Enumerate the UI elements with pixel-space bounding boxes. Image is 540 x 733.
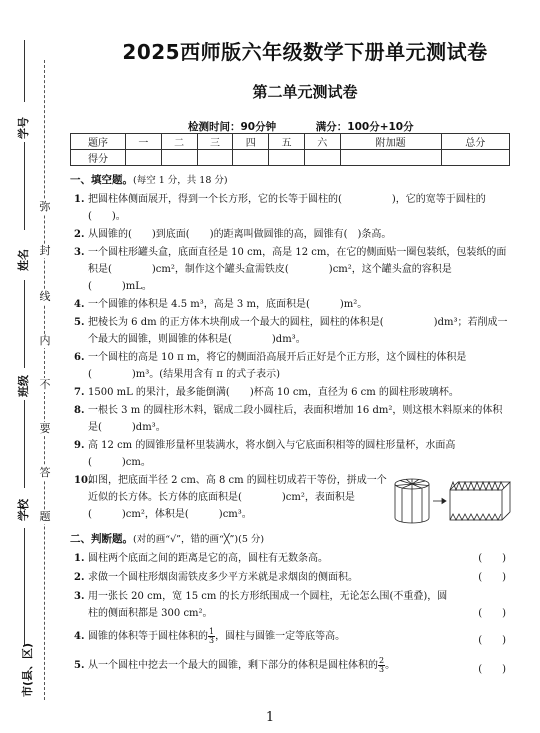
- page-title: 2025西师版六年级数学下册单元测试卷: [122, 40, 488, 64]
- question-text: 一个圆柱的高是 10 π m，将它的侧面沿高展开后正好是个正方形，这个圆柱的体积是( )m³。(结果用含有 π 的式子表示): [88, 352, 467, 380]
- score-header-cell: 一: [126, 134, 162, 150]
- fraction-numerator: 2: [379, 656, 385, 665]
- page-subtitle: 第二单元测试卷: [252, 83, 358, 101]
- question-text: 求做一个圆柱形烟囱需铁皮多少平方米就是求烟囱的侧面积。: [88, 572, 358, 583]
- seal-char: 题: [37, 510, 53, 524]
- question-number: 4.: [74, 299, 85, 310]
- seal-char: 答: [37, 466, 53, 480]
- score-header-cell: 五: [269, 134, 305, 150]
- section-note: (每空 1 分，共 18 分): [133, 175, 228, 186]
- true-false-item: [70, 628, 512, 645]
- answer-parentheses[interactable]: ( ): [478, 572, 506, 583]
- question-number: 3.: [74, 591, 85, 602]
- question-text: 。: [385, 660, 396, 671]
- question-number: 5.: [74, 660, 85, 671]
- binding-margin: [0, 0, 62, 733]
- question-number: 8.: [74, 405, 85, 416]
- question-text: 高 12 cm 的圆锥形量杯里装满水，将水倒入与它底面积相等的圆柱形量杯，水面高( )cm。: [88, 440, 456, 468]
- name-label: 姓名: [17, 249, 30, 271]
- score-cell[interactable]: [304, 150, 340, 166]
- question-number: 2.: [74, 229, 85, 240]
- section-note: (对的画“√”，错的画“╳”)(5 分): [133, 534, 265, 545]
- answer-parentheses[interactable]: ( ): [478, 608, 506, 619]
- page-number: 1: [265, 710, 275, 725]
- question-item-with-figure: [70, 472, 512, 523]
- score-row-label: 得分: [71, 150, 126, 166]
- true-false-item: [70, 550, 512, 567]
- exam-full-score: 满分：100分+10分: [315, 121, 414, 133]
- name-line: [24, 142, 25, 230]
- cylinder-to-cuboid-figure: [392, 476, 512, 526]
- score-cell[interactable]: [340, 150, 441, 166]
- question-number: 4.: [74, 631, 85, 642]
- question-item: [70, 191, 512, 225]
- class-label: 班级: [17, 375, 30, 397]
- question-number: 5.: [74, 317, 85, 328]
- question-text: 圆柱两个底面之间的距离是它的高，圆柱有无数条高。: [88, 553, 328, 564]
- score-table: [70, 133, 510, 166]
- question-item: [70, 226, 512, 243]
- score-header-cell: 六: [304, 134, 340, 150]
- question-item: [70, 244, 512, 295]
- fraction-denominator: 3: [209, 636, 215, 645]
- section-true-false-heading: [70, 531, 512, 548]
- score-cell[interactable]: [197, 150, 233, 166]
- arrow: [433, 499, 446, 504]
- score-cell[interactable]: [269, 150, 305, 166]
- question-text: 一个圆锥的体积是 4.5 m³，高是 3 m，底面积是( )m²。: [88, 299, 368, 310]
- score-cell[interactable]: [161, 150, 197, 166]
- question-text: 圆锥的体积等于圆柱体积的: [88, 631, 208, 642]
- score-cell[interactable]: [126, 150, 162, 166]
- question-number: 9.: [74, 440, 85, 451]
- answer-parentheses[interactable]: ( ): [478, 664, 506, 675]
- class-line: [24, 280, 25, 368]
- question-text: 一个圆柱形罐头盒，底面直径是 10 cm，高是 12 cm，在它的侧面贴一圈包装纸，包装纸的面积是( )cm²，制作这个罐头盒需铁皮( )cm²，这个罐头盒的容积是( )mL。: [88, 247, 507, 292]
- score-header-cell: 四: [233, 134, 269, 150]
- cuboid-drawing: [450, 482, 510, 520]
- score-header-cell: 题序: [71, 134, 126, 150]
- score-cell[interactable]: [233, 150, 269, 166]
- question-text: 如图，把底面半径 2 cm、高 8 cm 的圆柱切成若干等份，拼成一个近似的长方体。长方体的底面积是( )cm²，表面积是( )cm²，体积是( )cm³。: [88, 475, 387, 520]
- school-line: [24, 400, 25, 488]
- question-text: 把圆柱体侧面展开，得到一个长方形，它的长等于圆柱的( )，它的宽等于圆柱的( )。: [88, 194, 486, 222]
- question-text: 从圆锥的( )到底面( )的距离叫做圆锥的高，圆锥有( )条高。: [88, 229, 392, 240]
- school-label: 学校: [17, 499, 30, 521]
- cylinder-drawing: [395, 479, 429, 523]
- question-text: 用一张长 20 cm，宽 15 cm 的长方形纸围成一个圆柱，无论怎么围(不重叠)，圆柱的侧面积都是 300 cm²。: [88, 591, 448, 619]
- fraction-numerator: 1: [209, 627, 215, 636]
- exam-content: [70, 172, 512, 676]
- question-text: ，圆柱与圆锥一定等底等高。: [215, 631, 346, 642]
- score-header-cell: 三: [197, 134, 233, 150]
- student-id-line: [24, 40, 25, 102]
- question-item: [70, 296, 512, 313]
- true-false-item: [70, 657, 512, 674]
- seal-char: 不: [37, 378, 53, 392]
- seal-char: 封: [37, 244, 53, 258]
- question-number: 2.: [74, 572, 85, 583]
- answer-parentheses[interactable]: ( ): [478, 635, 506, 646]
- seal-char: 内: [37, 334, 53, 348]
- seal-char: 要: [37, 422, 53, 436]
- seal-char: 线: [37, 290, 53, 304]
- section-title: 二、判断题。: [70, 533, 133, 545]
- question-number: 7.: [74, 387, 85, 398]
- question-number: 1.: [74, 194, 85, 205]
- score-header-cell: 总分: [441, 134, 509, 150]
- exam-meta: [188, 119, 450, 134]
- question-number: 10.: [74, 475, 92, 486]
- question-number: 6.: [74, 352, 85, 363]
- question-text: 从一个圆柱中挖去一个最大的圆锥，剩下部分的体积是圆柱体积的: [88, 660, 378, 671]
- question-item: [70, 384, 512, 401]
- score-header-cell: 附加题: [340, 134, 441, 150]
- question-number: 3.: [74, 247, 85, 258]
- question-text: 1500 mL 的果汁，最多能倒满( )杯高 10 cm，直径为 6 cm 的圆柱形玻璃杯。: [88, 387, 459, 398]
- true-false-item: [70, 569, 512, 586]
- true-false-item: [70, 588, 512, 622]
- fraction-denominator: 3: [379, 665, 385, 674]
- score-table-score-row: [71, 150, 510, 166]
- score-table-header-row: [71, 134, 510, 150]
- score-cell[interactable]: [441, 150, 509, 166]
- answer-parentheses[interactable]: ( ): [478, 553, 506, 564]
- question-item: [70, 349, 512, 383]
- district-label: 市(县、区): [21, 642, 35, 698]
- section-fill-blank-heading: [70, 172, 512, 189]
- section-title: 一、填空题。: [70, 174, 133, 186]
- exam-time: 检测时间：90分钟: [188, 121, 277, 133]
- score-header-cell: 二: [161, 134, 197, 150]
- question-item: [70, 437, 512, 471]
- district-line: [24, 528, 25, 646]
- question-text: 一根长 3 m 的圆柱形木料，锯成二段小圆柱后，表面积增加 16 dm²，则这根木料原来的体积是( )dm³。: [88, 405, 503, 433]
- question-number: 1.: [74, 553, 85, 564]
- question-item: [70, 402, 512, 436]
- question-text: 把棱长为 6 dm 的正方体木块削成一个最大的圆柱，圆柱的体积是( )dm³；若削成一个最大的圆锥，则圆锥的体积是( )dm³。: [88, 317, 508, 345]
- student-id-label: 学号: [17, 117, 30, 139]
- question-item: [70, 314, 512, 348]
- seal-char: 弥: [37, 200, 53, 214]
